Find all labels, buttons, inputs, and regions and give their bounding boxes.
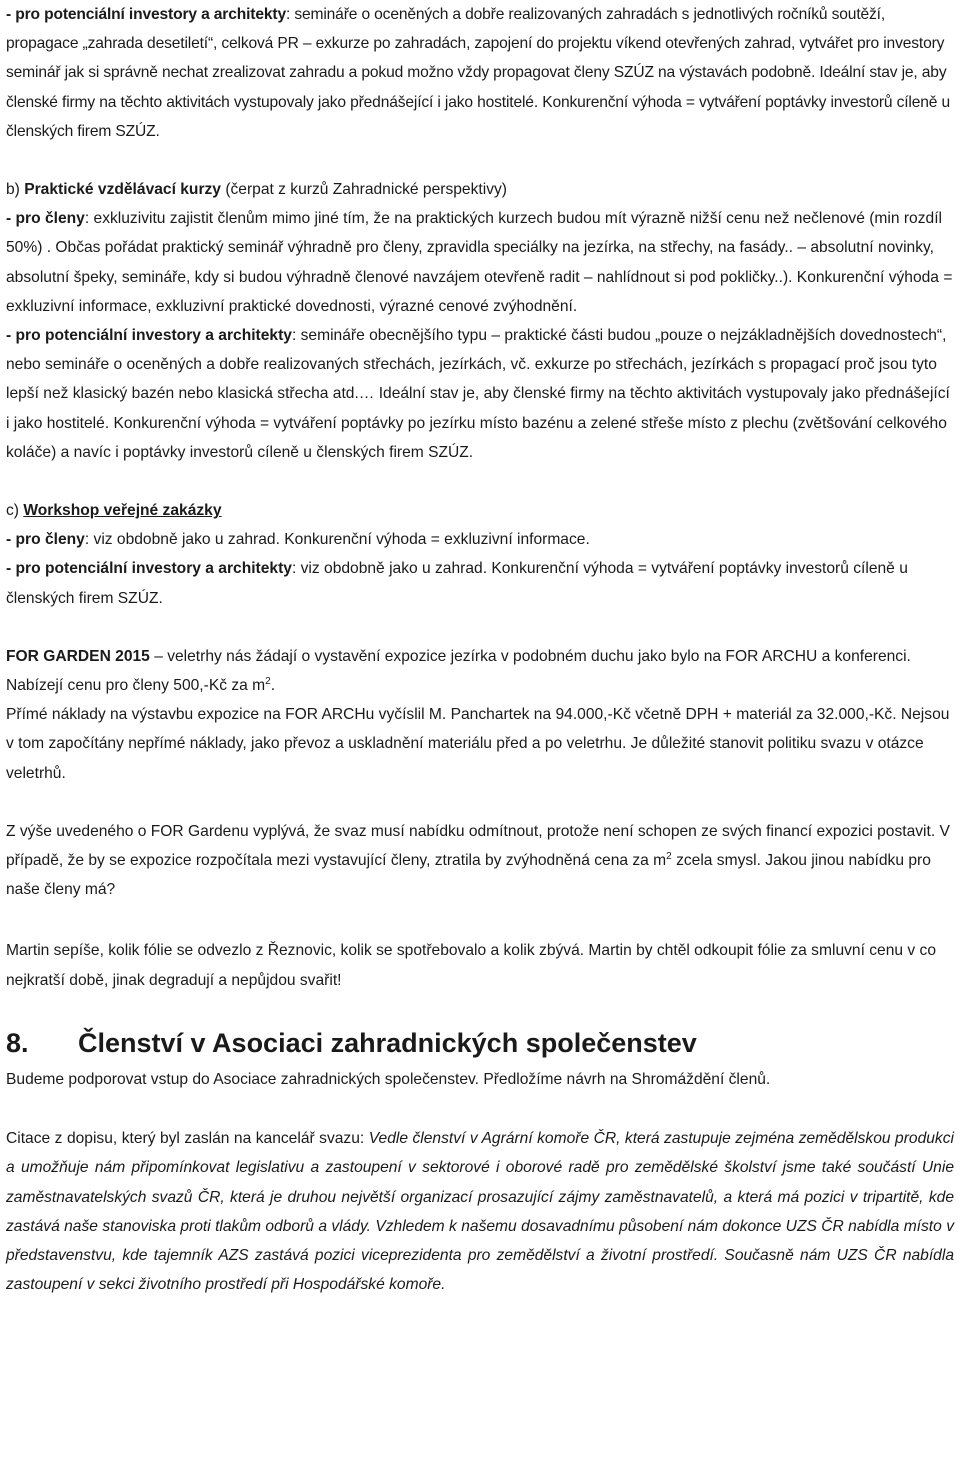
section-b-title-rest: (čerpat z kurzů Zahradnické perspektivy) xyxy=(220,181,507,199)
citation-quote: Vedle členství v Agrární komoře ČR, která zastupuje zejména zemědělskou produkci a umožňuje nám připomínkovat legislativu a zastoupení v sektorové i oborové radě pro zemědělské školství jsme také součástí Unie zaměstnavatelských svazů ČR, která je druhou největší organizací prosazující zájmy zaměstnavatelů, a která má pozici v tripartitě, kde zastává naše stanoviska proti tlakům odborů a vlády. Vzhledem k našemu dosavadnímu působení nám dokonce UZS ČR nabídla místo v představenstvu, kde tajemník AZS zastává pozici viceprezidenta pro zemědělství a životní prostředí. Současně nám UZS ČR nabídla zastoupení v sekci životního prostředí při Hospodářské komoře. xyxy=(6,1130,954,1294)
members-text: : exkluzivitu zajistit členům mimo jiné tím, že na praktických kurzech budou mít výrazně nižší cenu než nečlenové (min rozdíl 50%) . Občas pořádat praktický seminář výhradně pro členy, zpravidla speciálky na jezírka, na střechy, na fasády.. – absolutní novinky, absolutní špeky, semináře, kdy si budou výhradně členové navzájem otevřeně radit – nahlídnout si pod pokličky..). Konkurenční výhoda = exkluzivní informace, exkluzivní praktické dovednosti, výrazné cenové zvýhodnění. xyxy=(6,210,953,315)
superscript: 2 xyxy=(666,851,672,863)
section-b-heading xyxy=(6,175,954,204)
investors-text: : semináře o oceněných a dobře realizovaných zahradách s jednotlivých ročníků soutěží, propagace „zahrada desetiletí“, celková PR – exkurze po zahradách, zapojení do projektu víkend otevřených zahrad, vytvářet pro investory seminář jak si správně nechat zrealizovat zahradu a pokud možno vždy propagovat členy SZÚZ na výstavách podobně. Ideální stav je, aby členské firmy na těchto aktivitách vystupovaly jako přednášející i jako hostitelé. Konkurenční výhoda = vytváření poptávky investorů cíleně u členských firem SZÚZ. xyxy=(6,6,951,140)
section-c-heading xyxy=(6,496,954,525)
letter-citation xyxy=(6,1124,954,1299)
spacer xyxy=(6,613,954,642)
spacer xyxy=(6,904,954,936)
citation-lead: Citace z dopisu, který byl zaslán na kancelář svazu: xyxy=(6,1130,369,1148)
section-b-title: Praktické vzdělávací kurzy xyxy=(24,181,221,199)
section-c-prefix: c) xyxy=(6,502,24,520)
spacer xyxy=(6,467,954,496)
forgarden-paragraph xyxy=(6,642,954,700)
spacer xyxy=(6,788,954,817)
section-b-investors xyxy=(6,321,954,467)
investors-label: - pro potenciální investory a architekty xyxy=(6,6,286,23)
section-c-title: Workshop veřejné zakázky xyxy=(23,502,222,520)
members-label: - pro členy xyxy=(6,531,85,549)
forgarden-costs-paragraph: Přímé náklady na výstavbu expozice na FOR ARCHu vyčíslil M. Panchartek na 94.000,-Kč včetně DPH + materiál za 32.000,-Kč. Nejsou v tom započítány nepřímé náklady, jako převoz a uskladnění materiálu před a po veletrhu. Je důležité stanovit politiku svazu v otázce veletrhů. xyxy=(6,706,950,782)
conclusion-text: Z výše uvedeného o FOR Gardenu vyplývá, že svaz musí nabídku odmítnout, protože není schopen ze svých financí expozici postavit. V případě, že by se expozice rozpočítala mezi vystavující členy, ztratila by zvýhodněná cena za m xyxy=(6,822,950,870)
section-c-members xyxy=(6,525,954,554)
section-b-prefix: b) xyxy=(6,181,25,199)
section-c-investors xyxy=(6,554,954,612)
forgarden-text-end: . xyxy=(270,677,276,695)
section-b-members xyxy=(6,204,954,321)
spacer xyxy=(6,1094,954,1124)
investors-label: - pro potenciální investory a architekty xyxy=(6,327,292,345)
members-label: - pro členy xyxy=(6,210,85,228)
forgarden-text: – veletrhy nás žádají o vystavění expozice jezírka v podobném duchu jako bylo na FOR ARCHU a konferenci. Nabízejí cenu pro členy 500,-Kč za m xyxy=(6,647,911,695)
paragraph-investors-gardens xyxy=(6,0,954,146)
superscript: 2 xyxy=(265,676,271,688)
martin-paragraph: Martin sepíše, kolik fólie se odvezlo z Řeznovic, kolik se spotřebovalo a kolik zbývá. Martin by chtěl odkoupit fólie za smluvní cenu v co nejkratší době, jinak degradují a nepůjdou svařit! xyxy=(6,942,936,989)
section-8-heading xyxy=(6,1023,954,1063)
section-title: Členství v Asociaci zahradnických společenstev xyxy=(78,1027,697,1058)
members-text: : viz obdobně jako u zahrad. Konkurenční výhoda = exkluzivní informace. xyxy=(84,531,590,549)
investors-text: : semináře obecnějšího typu – praktické části budou „pouze o nejzákladnějších dovednostech“, nebo semináře o oceněných a dobře realizovaných střechách, jezírkách, vč. exkurze po střechách, jezírkách s propagací proč jsou tyto lepší než klasický bazén nebo klasická střecha atd.… Ideální stav je, aby členské firmy na těchto aktivitách vystupovaly jako přednášející i jako hostitelé. Konkurenční výhoda = vytváření poptávky po jezírku místo bazénu a zelené střeše místo z plechu (zvětšování celkového koláče) a navíc i poptávky investorů cíleně u členských firem SZÚZ. xyxy=(6,327,950,461)
conclusion-text-end: zcela smysl. Jakou jinou nabídku pro naše členy má? xyxy=(6,852,931,899)
investors-label: - pro potenciální investory a architekty xyxy=(6,560,292,578)
section-8-intro: Budeme podporovat vstup do Asociace zahradnických společenstev. Předložíme návrh na Shromáždění členů. xyxy=(6,1070,771,1088)
forgarden-label: FOR GARDEN 2015 xyxy=(6,647,150,665)
investors-text: : viz obdobně jako u zahrad. Konkurenční výhoda = vytváření poptávky investorů cíleně u členských firem SZÚZ. xyxy=(6,560,908,607)
forgarden-conclusion-paragraph xyxy=(6,817,954,905)
section-number: 8. xyxy=(6,1027,29,1058)
spacer xyxy=(6,146,954,175)
